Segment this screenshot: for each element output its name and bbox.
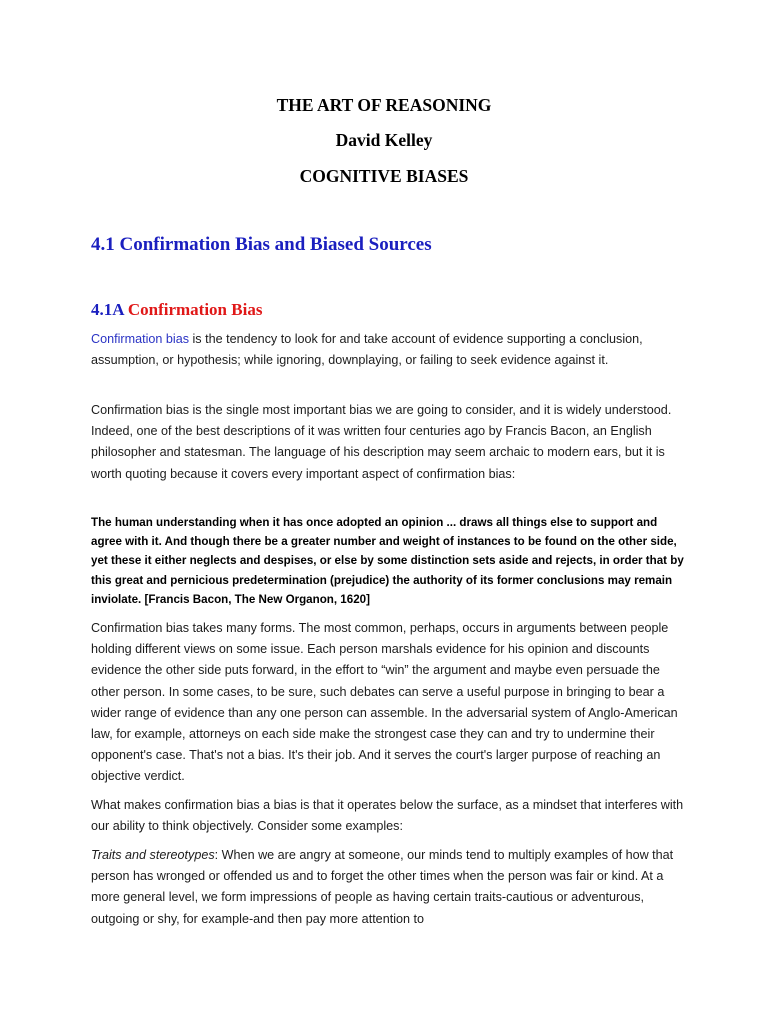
paragraph-bias-definition: What makes confirmation bias a bias is that it operates below the surface, as a mindset that interferes with our ability to think objectively. Consider some examples: [91,798,684,834]
defined-term: Confirmation bias [91,332,189,346]
book-title: THE ART OF REASONING [276,95,492,115]
author-name: David Kelley [335,130,433,150]
paragraph-forms: Confirmation bias takes many forms. The most common, perhaps, occurs in arguments between people holding different views on some issue. Each person marshals evidence for his opinion and discounts evidence the other side puts forward, in the effort to “win” the argument and maybe even persuade the other person. In some cases, to be sure, such debates can serve a useful purpose in bringing to bear a wider range of evidence than any one person can assemble. In the adversarial system of Anglo-American law, for example, attorneys on each side make the strongest case they can and try to undermine their opponent's case. That's not a bias. It's their job. And it serves the court's larger purpose of reaching an objective verdict. [91,621,678,784]
bacon-quote: The human understanding when it has once adopted an opinion ... draws all things else to support and agree with it. And though there be a greater number and weight of instances to be found on the other side, yet these it either neglects and despises, or else by some distinction sets aside and rejects, in order that by this great and pernicious predetermination (prejudice) the authority of its former conclusions may remain inviolate. [Francis Bacon, The New Organon, 1620] [91,516,684,606]
subsection-number: 4.1A [91,300,124,319]
chapter-title: COGNITIVE BIASES [299,166,469,186]
subsection-title: Confirmation Bias [127,300,263,319]
paragraph-traits [91,845,691,930]
section-heading: 4.1 Confirmation Bias and Biased Sources [91,234,432,255]
traits-lead: Traits and stereotypes [91,848,215,862]
subsection-heading [91,300,262,320]
paragraph-definition [91,329,691,371]
paragraph-intro: Confirmation bias is the single most important bias we are going to consider, and it is widely understood. Indeed, one of the best descriptions of it was written four centuries ago by Francis Bacon, an English philosopher and statesman. The language of his description may seem archaic to modern ears, but it is worth quoting because it covers every important aspect of confirmation bias: [91,403,672,481]
traits-text: : When we are angry at someone, our minds tend to multiply examples of how that person has wronged or offended us and to forget the other times when the person was fair or kind. At a more general level, we form impressions of people as having certain traits-cautious or adventurous, outgoing or shy, for example-and then pay more attention to [91,848,674,926]
definition-text: is the tendency to look for and take account of evidence supporting a conclusion, assumption, or hypothesis; while ignoring, downplaying, or failing to seek evidence against it. [91,332,643,368]
